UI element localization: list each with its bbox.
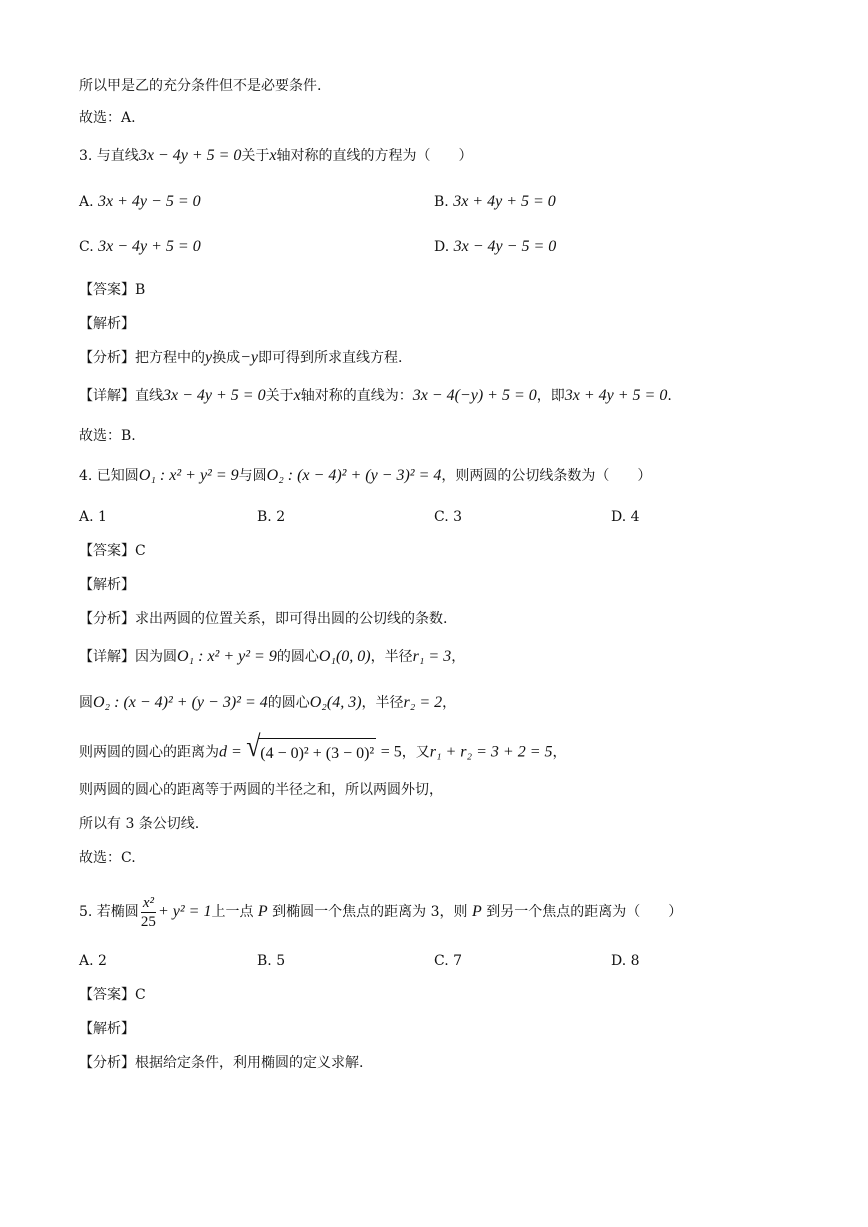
option-d: D. 3x − 4y − 5 = 0 bbox=[434, 238, 557, 255]
analysis-summary: 【分析】求出两圆的位置关系，即可得出圆的公切线的条数. bbox=[79, 611, 448, 627]
text-line: 故选：B. bbox=[79, 428, 136, 444]
analysis-heading: 【解析】 bbox=[79, 316, 135, 332]
analysis-detail: 【详解】因为圆O₁ : x² + y² = 9的圆心O₁(0, 0)，半径r₁ = 3， bbox=[79, 648, 466, 665]
option-b: B. 2 bbox=[257, 509, 286, 525]
option-d: D. 4 bbox=[611, 509, 640, 525]
option-c: C. 7 bbox=[434, 953, 463, 969]
analysis-detail: 圆O₂ : (x − 4)² + (y − 3)² = 4的圆心O₂(4, 3)，半径r₂ = 2， bbox=[79, 694, 457, 711]
answer: 【答案】C bbox=[79, 543, 146, 559]
option-a: A. 3x + 4y − 5 = 0 bbox=[79, 193, 201, 210]
option-b: B. 5 bbox=[257, 953, 286, 969]
answer: 【答案】C bbox=[79, 987, 146, 1003]
sqrt-expression: √ (4 − 0)² + (3 − 0)² bbox=[246, 738, 376, 767]
analysis-heading: 【解析】 bbox=[79, 1021, 135, 1037]
analysis-summary: 【分析】根据给定条件，利用椭圆的定义求解. bbox=[79, 1055, 364, 1071]
option-c: C. 3 bbox=[434, 509, 463, 525]
question-3-stem: 3. 与直线3x − 4y + 5 = 0关于x轴对称的直线的方程为（ ） bbox=[79, 147, 473, 164]
option-a: A. 2 bbox=[79, 953, 107, 969]
analysis-detail: 则两圆的圆心的距离为d = √ (4 − 0)² + (3 − 0)² = 5，又r₁ + r₂ = 3 + 2 = 5， bbox=[79, 738, 566, 767]
text-line: 故选：A. bbox=[79, 110, 136, 126]
answer: 【答案】B bbox=[79, 282, 146, 298]
analysis-heading: 【解析】 bbox=[79, 577, 135, 593]
option-a: A. 1 bbox=[79, 509, 107, 525]
analysis-detail: 则两圆的圆心的距离等于两圆的半径之和，所以两圆外切， bbox=[79, 782, 443, 798]
question-4-stem: 4. 已知圆O₁ : x² + y² = 9与圆O₂ : (x − 4)² + (y − 3)² = 4，则两圆的公切线条数为（ ） bbox=[79, 467, 652, 484]
analysis-summary: 【分析】把方程中的y换成−y即可得到所求直线方程. bbox=[79, 349, 403, 366]
text-line: 所以甲是乙的充分条件但不是必要条件. bbox=[79, 78, 322, 94]
option-d: D. 8 bbox=[611, 953, 640, 969]
fraction: $\frac{\text{x²}}{25}$ bbox=[140, 894, 156, 930]
question-5-stem: 5. 若椭圆 $\frac{\text{x²}}{25}$ + y² = 1上一点 P 到椭圆一个焦点的距离为 3，则 P 到另一个焦点的距离为（ ） bbox=[79, 894, 683, 930]
option-b: B. 3x + 4y + 5 = 0 bbox=[434, 193, 556, 210]
analysis-detail: 所以有 3 条公切线. bbox=[79, 816, 200, 832]
option-c: C. 3x − 4y + 5 = 0 bbox=[79, 238, 201, 255]
text-line: 故选：C. bbox=[79, 850, 136, 866]
analysis-detail: 【详解】直线3x − 4y + 5 = 0关于x轴对称的直线为：3x − 4(−y) + 5 = 0，即3x + 4y + 5 = 0. bbox=[79, 387, 672, 404]
